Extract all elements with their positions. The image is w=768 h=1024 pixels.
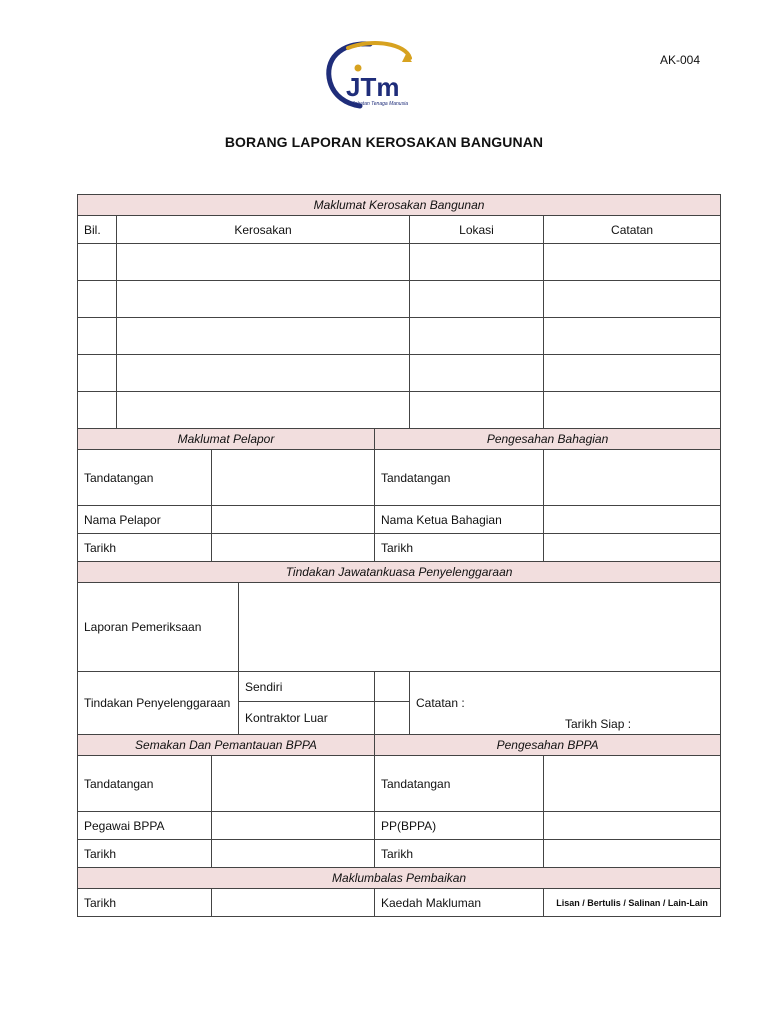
form-code: AK-004: [660, 53, 701, 67]
catatan-cell[interactable]: [544, 318, 721, 355]
pp-bppa-label: PP(BPPA): [375, 812, 544, 840]
reporter-name-field[interactable]: [212, 506, 375, 534]
kerosakan-cell[interactable]: [117, 244, 410, 281]
notes-label: Catatan :: [416, 696, 465, 710]
reporter-name-label: Nama Pelapor: [78, 506, 212, 534]
form-title: BORANG LAPORAN KEROSAKAN BANGUNAN: [224, 134, 544, 150]
kerosakan-cell[interactable]: [117, 281, 410, 318]
column-header-kerosakan: Kerosakan: [117, 216, 410, 244]
committee-section-heading: Tindakan Jawatankuasa Penyelenggaraan: [78, 562, 721, 583]
committee-notes-cell[interactable]: [410, 672, 721, 735]
lokasi-cell[interactable]: [410, 244, 544, 281]
approval-date-label: Tarikh: [375, 840, 544, 868]
lokasi-cell[interactable]: [410, 392, 544, 429]
table-row: [78, 244, 721, 281]
bppa-review-heading: Semakan Dan Pemantauan BPPA: [78, 735, 375, 756]
approval-signature-label: Tandatangan: [375, 756, 544, 812]
bppa-approval-heading: Pengesahan BPPA: [375, 735, 721, 756]
svg-text:Jabatan Tenaga Manusia: Jabatan Tenaga Manusia: [352, 101, 408, 107]
catatan-cell[interactable]: [544, 392, 721, 429]
notification-method-options[interactable]: Lisan / Bertulis / Salinan / Lain-Lain: [544, 889, 721, 917]
table-row: [78, 355, 721, 392]
option-contractor-checkbox[interactable]: [375, 702, 410, 735]
lokasi-cell[interactable]: [410, 281, 544, 318]
option-self-checkbox[interactable]: [375, 672, 410, 702]
table-row: [78, 392, 721, 429]
kerosakan-cell[interactable]: [117, 392, 410, 429]
review-date-field[interactable]: [212, 840, 375, 868]
option-contractor-label: Kontraktor Luar: [239, 702, 375, 735]
reporter-signature-field[interactable]: [212, 450, 375, 506]
bppa-officer-label: Pegawai BPPA: [78, 812, 212, 840]
catatan-cell[interactable]: [544, 355, 721, 392]
inspection-report-field[interactable]: [239, 583, 721, 672]
division-signature-label: Tandatangan: [375, 450, 544, 506]
review-date-label: Tarikh: [78, 840, 212, 868]
division-head-name-field[interactable]: [544, 506, 721, 534]
notification-method-label: Kaedah Makluman: [375, 889, 544, 917]
bil-cell[interactable]: [78, 318, 117, 355]
reporter-date-field[interactable]: [212, 534, 375, 562]
kerosakan-cell[interactable]: [117, 318, 410, 355]
maintenance-action-label: Tindakan Penyelenggaraan: [78, 672, 239, 735]
column-header-lokasi: Lokasi: [410, 216, 544, 244]
feedback-date-label: Tarikh: [78, 889, 212, 917]
column-header-catatan: Catatan: [544, 216, 721, 244]
approval-date-field[interactable]: [544, 840, 721, 868]
bil-cell[interactable]: [78, 392, 117, 429]
review-signature-field[interactable]: [212, 756, 375, 812]
reporter-signature-label: Tandatangan: [78, 450, 212, 506]
pp-bppa-field[interactable]: [544, 812, 721, 840]
damage-section-heading: Maklumat Kerosakan Bangunan: [78, 195, 721, 216]
division-signature-field[interactable]: [544, 450, 721, 506]
division-approval-heading: Pengesahan Bahagian: [375, 429, 721, 450]
option-self-label: Sendiri: [239, 672, 375, 702]
catatan-cell[interactable]: [544, 244, 721, 281]
table-row: [78, 281, 721, 318]
lokasi-cell[interactable]: [410, 355, 544, 392]
lokasi-cell[interactable]: [410, 318, 544, 355]
division-head-name-label: Nama Ketua Bahagian: [375, 506, 544, 534]
column-header-bil: Bil.: [78, 216, 117, 244]
inspection-report-label: Laporan Pemeriksaan: [78, 583, 239, 672]
catatan-cell[interactable]: [544, 281, 721, 318]
bil-cell[interactable]: [78, 244, 117, 281]
division-date-field[interactable]: [544, 534, 721, 562]
completion-date-label: Tarikh Siap :: [565, 717, 632, 731]
bppa-officer-field[interactable]: [212, 812, 375, 840]
table-row: [78, 318, 721, 355]
feedback-date-field[interactable]: [212, 889, 375, 917]
feedback-section-heading: Maklumbalas Pembaikan: [78, 868, 721, 889]
approval-signature-field[interactable]: [544, 756, 721, 812]
bil-cell[interactable]: [78, 281, 117, 318]
bil-cell[interactable]: [78, 355, 117, 392]
svg-text:JTm: JTm: [346, 72, 400, 102]
reporter-date-label: Tarikh: [78, 534, 212, 562]
division-date-label: Tarikh: [375, 534, 544, 562]
building-damage-form: [77, 194, 721, 917]
review-signature-label: Tandatangan: [78, 756, 212, 812]
reporter-section-heading: Maklumat Pelapor: [78, 429, 375, 450]
kerosakan-cell[interactable]: [117, 355, 410, 392]
jtm-logo: [318, 38, 426, 114]
